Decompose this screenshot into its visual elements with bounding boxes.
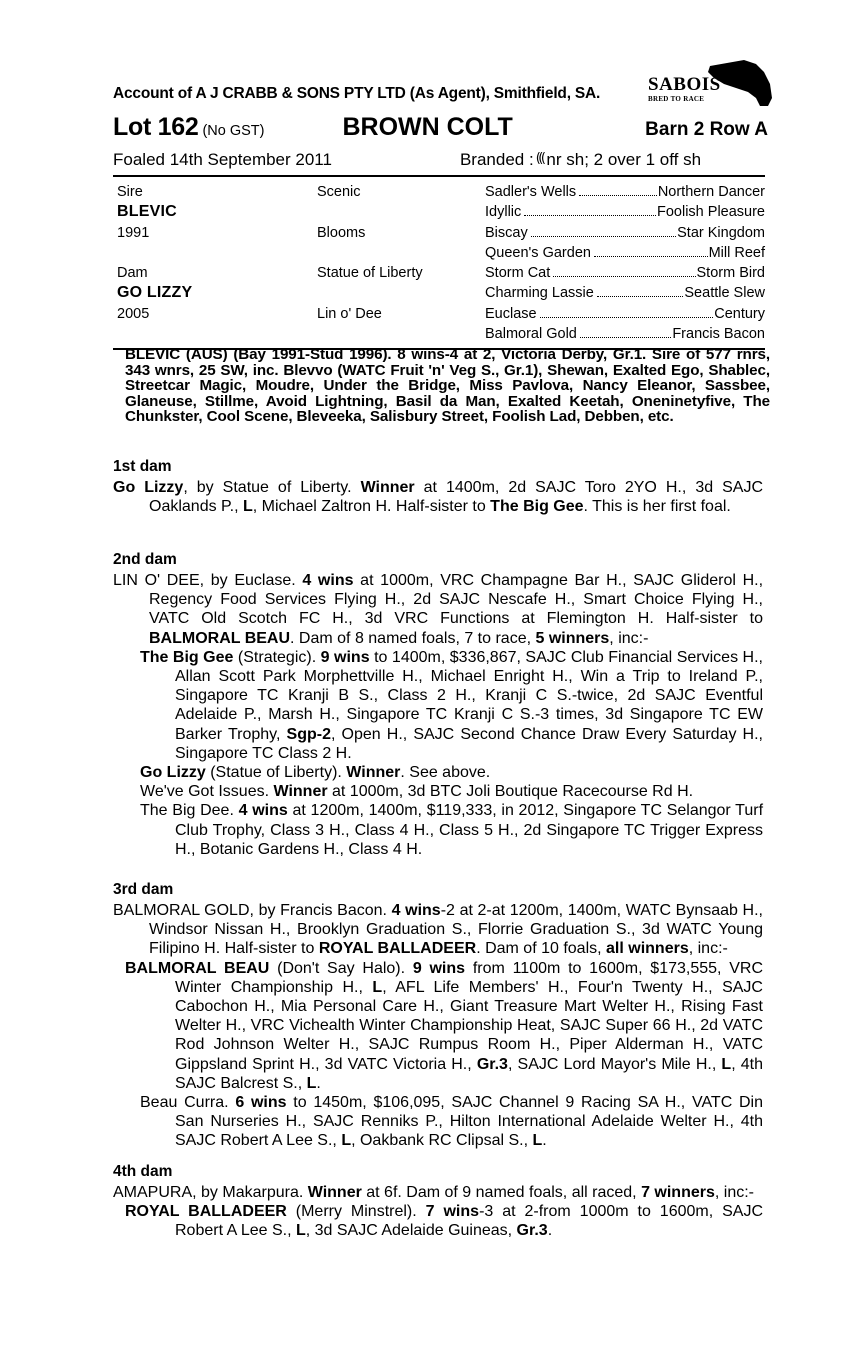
entry-text: -2 at 2-at 1200m, 1400m, WATC Bynsaab H., Windsor Nissan H., Brooklyn Graduation S., Florrie Graduation S., 3d WATC Young Filipino H. Half-sister to xyxy=(149,902,763,958)
entry-highlight: 9 wins xyxy=(412,959,466,977)
entry-text: , SAJC Lord Mayor's Mile H., xyxy=(507,1055,722,1073)
pedigree-cell-sireline-5: GO LIZZY xyxy=(117,284,193,302)
entry-text: , inc:- xyxy=(688,940,728,958)
entry-highlight: The Big Gee xyxy=(140,648,234,666)
pedigree-ancestor-right: Seattle Slew xyxy=(684,285,765,302)
entry-text: -3 at 2-from 1000m to 1600m, SAJC Robert A Lee S., xyxy=(175,1203,764,1240)
pedigree-column-1 xyxy=(113,182,313,344)
pedigree-entry xyxy=(113,959,763,1093)
page-header xyxy=(113,58,768,170)
dam-section-4 xyxy=(113,1163,763,1241)
pedigree-ancestor-right: Star Kingdom xyxy=(677,224,765,241)
pedigree-cell-grandparent-2: Blooms xyxy=(317,224,366,241)
dam-section-2 xyxy=(113,551,763,859)
entry-highlight: L xyxy=(306,1074,317,1092)
dam-section-3 xyxy=(113,881,763,1151)
pedigree-entry xyxy=(113,901,763,959)
entry-highlight: 9 wins xyxy=(320,648,370,666)
pedigree-leader-row-3 xyxy=(485,243,765,263)
entry-highlight: Gr.3 xyxy=(516,1222,548,1240)
entry-highlight: The Big Gee xyxy=(490,498,584,516)
pedigree-cell-sireline-0: Sire xyxy=(117,184,143,200)
barn-row: Barn 2 Row A xyxy=(645,118,768,140)
pedigree-leader-row-6 xyxy=(485,304,765,324)
entry-highlight: L xyxy=(242,498,253,516)
pedigree-ancestor-right: Mill Reef xyxy=(708,244,765,261)
svg-text:SABOIS: SABOIS xyxy=(648,74,721,95)
branded-label: Branded : xyxy=(459,149,534,169)
dam-section-1 xyxy=(113,458,763,516)
foaled-date: Foaled 14th September 2011 xyxy=(113,149,332,169)
entry-text: from 1100m to 1600m, $173,555, VRC Winter Championship H., xyxy=(175,959,764,996)
pedigree-ancestor-left: Balmoral Gold xyxy=(485,326,577,343)
pedigree-ancestor-right: Francis Bacon xyxy=(672,326,765,343)
pedigree-leader-row-7 xyxy=(485,324,765,344)
dot-leader xyxy=(597,296,684,297)
dot-leader xyxy=(580,337,671,338)
entry-text: , 4th SAJC Balcrest S., xyxy=(175,1055,764,1092)
pedigree-ancestor-left: Queen's Garden xyxy=(485,244,591,261)
pedigree-table xyxy=(113,175,765,350)
entry-text: Beau Curra. xyxy=(140,1094,236,1112)
pedigree-ancestor-left: Biscay xyxy=(485,224,528,241)
pedigree-leader-row-0 xyxy=(485,182,765,202)
account-line: Account of A J CRABB & SONS PTY LTD (As Agent), Smithfield, SA. xyxy=(113,85,601,102)
entry-highlight: Winner xyxy=(307,1184,362,1201)
dot-leader xyxy=(531,236,676,237)
entry-text: , inc:- xyxy=(714,1184,754,1201)
entry-text: , AFL Life Members' H., Four'n Twenty H., SAJC Cabochon H., Mia Personal Care H., Giant Treasure Mart Welter H., Rising Fast Welter H., VRC Vichealth Winter Championship Heat, SAJC Super 66 H., 2d VATC Rod Johnson Welter H., SAJC Rumpus Room H., Piper Alderman H., VATC Gippsland Sprint H., 3d VATC Victoria H., xyxy=(175,978,763,1073)
entry-text: . xyxy=(316,1074,321,1092)
entry-text: LIN O' DEE, by Euclase. xyxy=(113,572,303,589)
pedigree-leader-row-5 xyxy=(485,283,765,303)
entry-text: . Dam of 10 foals, xyxy=(476,940,607,958)
entry-highlight: BALMORAL BEAU xyxy=(149,629,291,647)
entry-text: , inc:- xyxy=(609,629,649,647)
entry-text: to 1450m, $106,095, SAJC Channel 9 Racing SA H., VATC Din San Nurseries H., SAJC Renniks P., Hilton International Adelaide Welter H., 4th SAJC Robert A Lee S., xyxy=(175,1094,764,1150)
dam-heading: 1st dam xyxy=(113,458,172,475)
pedigree-cell-grandparent-0: Scenic xyxy=(317,184,361,200)
pedigree-leader-row-1 xyxy=(485,202,765,222)
entry-highlight: ROYAL BALLADEER xyxy=(125,1203,287,1221)
pedigree-cell-sireline-2: 1991 xyxy=(117,224,150,241)
pedigree-cell-sireline-4: Dam xyxy=(117,265,148,282)
dot-leader xyxy=(553,276,695,277)
pedigree-cell-sireline-1: BLEVIC xyxy=(117,203,177,221)
entry-text: , Michael Zaltron H. Half-sister to xyxy=(252,498,491,516)
entry-text: , Oakbank RC Clipsal S., xyxy=(351,1132,533,1150)
dam-heading: 2nd dam xyxy=(113,551,177,568)
lot-row xyxy=(113,113,768,141)
entry-highlight: ROYAL BALLADEER xyxy=(318,940,477,958)
pedigree-cell-sireline-6: 2005 xyxy=(117,305,150,322)
entry-highlight: BALMORAL BEAU xyxy=(125,959,270,977)
pedigree-ancestor-right: Storm Bird xyxy=(696,265,765,282)
sire-summary: BLEVIC (AUS) (Bay 1991-Stud 1996). 8 wins-4 at 2, Victoria Derby, Gr.1. Sire of 577 rnrs, 343 wnrs, 25 SW, inc. Blevvo (WATC Fruit 'n' Veg S., Gr.1), Shewan, Exalted Ego, Shablec, Streetcar Magic, Moudre, Under the Bridge, Miss Pavlova, Nancy Eleanor, Sassbee, Glaneuse, Stillme, Avoid Lightning, Basil da Man, Exalted Keetah, Oneninetyfive, The Chunkster, Cool Scene, Bleveeka, Salisbury Street, Foolish Lad, Debben, etc. xyxy=(125,346,770,426)
entry-highlight: Winner xyxy=(360,479,415,496)
pedigree-cell-grandparent-4: Statue of Liberty xyxy=(317,265,423,282)
gst-note: (No GST) xyxy=(202,122,265,139)
entry-highlight: Winner xyxy=(273,783,328,801)
lot-number: Lot 162 xyxy=(113,112,199,141)
pedigree-ancestor-right: Century xyxy=(714,305,765,322)
entry-highlight: L xyxy=(721,1055,732,1073)
entry-highlight: L xyxy=(372,978,383,996)
dam-heading: 4th dam xyxy=(113,1163,173,1180)
pedigree-column-2 xyxy=(313,182,485,344)
entry-text: . xyxy=(547,1222,553,1240)
entry-highlight: 4 wins xyxy=(391,902,441,919)
entry-text: AMAPURA, by Makarpura. xyxy=(113,1184,308,1201)
entry-highlight: 4 wins xyxy=(302,572,354,589)
entry-text: at 1000m, 3d BTC Joli Boutique Racecourse Rd H. xyxy=(327,783,694,801)
pedigree-entry xyxy=(113,1202,763,1240)
pedigree-leader-row-2 xyxy=(485,223,765,243)
pedigree-entry xyxy=(113,1093,763,1151)
entry-text: . Dam of 8 named foals, 7 to race, xyxy=(290,629,536,647)
pedigree-ancestor-left: Euclase xyxy=(485,305,537,322)
pedigree-ancestor-left: Idyllic xyxy=(485,204,522,221)
entry-text: , 3d SAJC Adelaide Guineas, xyxy=(305,1222,517,1240)
entry-highlight: 4 wins xyxy=(238,802,288,820)
pedigree-entry xyxy=(113,1183,763,1202)
entry-text: (Strategic). xyxy=(233,648,321,666)
entry-text: (Merry Minstrel). xyxy=(286,1203,426,1221)
entry-highlight: all winners xyxy=(606,940,689,958)
entry-highlight: Winner xyxy=(346,764,401,782)
entry-text: , Open H., SAJC Second Chance Draw Every Saturday H., Singapore TC Class 2 H. xyxy=(175,725,763,762)
horse-head-icon xyxy=(648,58,778,110)
sabois-logo xyxy=(648,58,778,110)
pedigree-column-3 xyxy=(485,182,765,344)
entry-highlight: 6 wins xyxy=(235,1094,287,1112)
entry-text: The Big Dee. xyxy=(140,802,239,820)
dot-leader xyxy=(540,317,714,318)
entry-text: at 1400m, 2d SAJC Toro 2YO H., 3d SAJC Oaklands P., xyxy=(149,479,764,516)
entry-text: (Statue of Liberty). xyxy=(205,764,347,782)
pedigree-entry xyxy=(113,478,763,516)
entry-text: to 1400m, $336,867, SAJC Club Financial Services H., Allan Scott Park Morphettville H., Michael Enright H., Win a Trip to Ireland P., Singapore TC Kranji B S., Class 2 H., Kranji C S.-twice, 2d SAJC Eventful Adelaide P., Marsh H., Singapore TC Kranji C S.-3 times, 3d Singapore TC EW Barker Trophy, xyxy=(175,648,764,743)
entry-text: We've Got Issues. xyxy=(140,783,274,801)
entry-highlight: Gr.3 xyxy=(476,1055,508,1073)
dot-leader xyxy=(524,215,656,216)
entry-text: . xyxy=(542,1132,547,1150)
colour-sex-title: BROWN COLT xyxy=(342,112,513,141)
entry-highlight: Go Lizzy xyxy=(140,764,206,782)
foaled-branded-row xyxy=(113,150,768,170)
entry-highlight: L xyxy=(295,1222,306,1240)
entry-text: at 1000m, VRC Champagne Bar H., SAJC Gliderol H., Regency Food Services Flying H., 2d SAJC Nescafe H., Smart Choice Flying H., VATC Old Scotch FC H., 3d VRC Functions at Flemington H. Half-sister to xyxy=(149,572,764,628)
entry-text: at 6f. Dam of 9 named foals, all raced, xyxy=(361,1184,642,1201)
entry-text: , by Statue of Liberty. xyxy=(183,479,361,496)
pedigree-cell-grandparent-6: Lin o' Dee xyxy=(317,305,382,322)
dot-leader xyxy=(594,256,708,257)
pedigree-entry xyxy=(113,763,763,782)
entry-highlight: 7 wins xyxy=(425,1203,480,1221)
pedigree-leader-row-4 xyxy=(485,263,765,283)
pedigree-ancestor-left: Storm Cat xyxy=(485,265,551,282)
entry-highlight: Go Lizzy xyxy=(113,479,184,496)
brand-glyph-icon: ((( xyxy=(535,150,544,166)
dam-heading: 3rd dam xyxy=(113,881,174,898)
entry-text: at 1200m, 1400m, $119,333, in 2012, Singapore TC Selangor Turf Club Trophy, Class 3 H., Class 4 H., Class 5 H., 2d Singapore TC Trigger Express H., Botanic Gardens H., Class 4 H. xyxy=(175,802,764,858)
pedigree-ancestor-right: Foolish Pleasure xyxy=(657,204,765,221)
entry-text: . This is her first foal. xyxy=(583,498,731,516)
pedigree-entry xyxy=(113,782,763,801)
dot-leader xyxy=(579,195,657,196)
branded-info xyxy=(460,150,701,170)
pedigree-entry xyxy=(113,648,763,763)
entry-highlight: L xyxy=(532,1132,543,1150)
entry-highlight: 5 winners xyxy=(535,629,610,647)
svg-text:BRED TO RACE: BRED TO RACE xyxy=(648,95,705,103)
pedigree-entry xyxy=(113,801,763,859)
entry-highlight: Sgp-2 xyxy=(286,725,331,743)
pedigree-entry xyxy=(113,571,763,648)
entry-text: (Don't Say Halo). xyxy=(269,959,413,977)
pedigree-ancestor-left: Charming Lassie xyxy=(485,285,594,302)
entry-highlight: L xyxy=(341,1132,352,1150)
pedigree-ancestor-left: Sadler's Wells xyxy=(485,184,577,200)
entry-text: . See above. xyxy=(400,764,491,782)
entry-text: BALMORAL GOLD, by Francis Bacon. xyxy=(113,902,392,919)
branded-description: nr sh; 2 over 1 off sh xyxy=(546,149,702,169)
entry-highlight: 7 winners xyxy=(641,1184,715,1201)
pedigree-ancestor-right: Northern Dancer xyxy=(657,184,765,200)
